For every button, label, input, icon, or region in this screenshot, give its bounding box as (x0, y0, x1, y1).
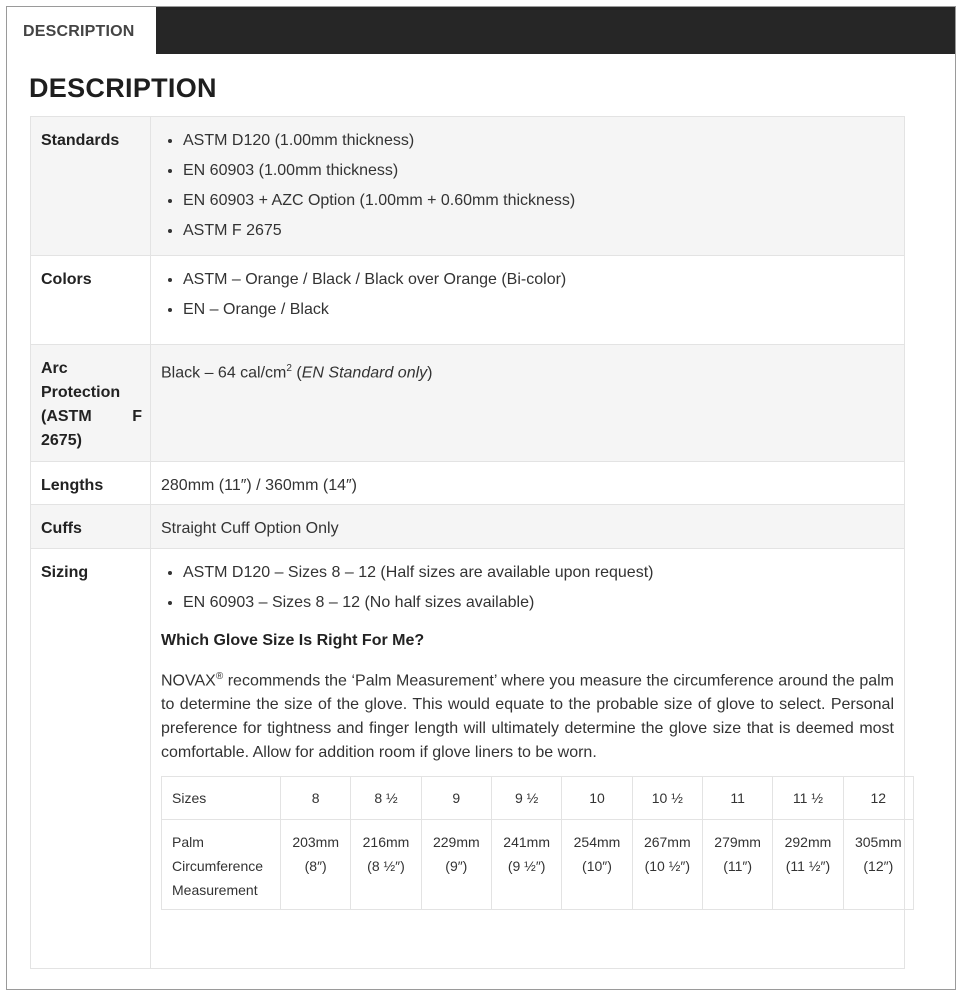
list-item: • ASTM – Orange / Black / Black over Orange (Bi-color) (183, 265, 894, 295)
size-cell: 11 (702, 777, 772, 820)
list-item: • EN 60903 (1.00mm thickness) (183, 156, 894, 186)
row-value-cuffs: Straight Cuff Option Only (151, 505, 905, 549)
arc-note: EN Standard only (301, 364, 428, 382)
spec-table (30, 116, 905, 969)
size-cell: 12 (843, 777, 913, 820)
palm-mm: 203mm (292, 834, 339, 851)
size-cell: 9 (421, 777, 491, 820)
size-chart-row-sizes (162, 777, 914, 820)
size-chart-row-palm (162, 820, 914, 910)
palm-mm: 229mm (432, 834, 480, 851)
palm-cell (632, 820, 702, 910)
tab-description[interactable]: DESCRIPTION (7, 7, 156, 54)
palm-cell (351, 820, 421, 910)
list-item: • EN 60903 – Sizes 8 – 12 (No half sizes available) (183, 588, 894, 618)
size-cell: 10 (562, 777, 632, 820)
palm-inches: (11 ½″) (785, 858, 831, 875)
palm-inches: (9″) (445, 858, 468, 875)
palm-cell (843, 820, 913, 910)
row-arc-protection (31, 345, 905, 462)
row-label-cuffs: Cuffs (31, 505, 151, 549)
palm-cell (281, 820, 351, 910)
standards-list (161, 126, 894, 246)
size-chart-row-label: Palm Circumference Measurement (162, 820, 281, 910)
colors-list (161, 265, 894, 325)
row-standards (31, 117, 905, 256)
row-lengths (31, 462, 905, 505)
list-item: • ASTM D120 – Sizes 8 – 12 (Half sizes are available upon request) (183, 558, 894, 588)
row-label-sizing: Sizing (31, 549, 151, 969)
size-cell: 8 (281, 777, 351, 820)
palm-inches: (11″) (723, 858, 753, 875)
size-guide-text: recommends the ‘Palm Measurement’ where you measure the circumference around the palm to determine the size of the glove. This would equate to the probable size of glove to select. Personal preference for tightness and finger length will ultimately determine the glove size that is deemed most comfortable. Allow for addition room if glove liners to be worn. (161, 672, 894, 762)
page-title: DESCRIPTION (29, 73, 217, 103)
size-chart-row-label: Sizes (162, 777, 281, 820)
row-label-arc-protection: Arc Protection (ASTM F 2675) (31, 345, 151, 462)
row-value-colors (151, 256, 905, 345)
palm-mm: 305mm (854, 834, 902, 851)
size-guide-heading: Which Glove Size Is Right For Me? (161, 632, 425, 649)
palm-inches: (12″) (863, 858, 894, 875)
row-sizing (31, 549, 905, 969)
palm-inches: (10″) (582, 858, 612, 875)
size-cell: 8 ½ (351, 777, 421, 820)
description-panel (6, 6, 956, 990)
palm-cell (421, 820, 491, 910)
row-colors (31, 256, 905, 345)
row-value-lengths: 280mm (11″) / 360mm (14″) (151, 462, 905, 505)
palm-cell (773, 820, 843, 910)
palm-mm: 241mm (503, 834, 550, 851)
arc-value: Black – 64 cal/cm (161, 364, 287, 382)
palm-mm: 279mm (714, 834, 761, 851)
arc-exponent: 2 (286, 363, 292, 374)
palm-inches: (8 ½″) (367, 858, 405, 875)
size-chart-table (161, 776, 914, 910)
registered-mark: ® (215, 671, 224, 682)
list-item: • ASTM D120 (1.00mm thickness) (183, 126, 894, 156)
palm-cell (702, 820, 772, 910)
tab-bar (7, 7, 955, 54)
palm-mm: 267mm (643, 834, 691, 851)
brand-name: NOVAX (161, 672, 216, 690)
palm-mm: 216mm (362, 834, 410, 851)
palm-inches: (8″) (304, 858, 327, 875)
size-cell: 9 ½ (491, 777, 561, 820)
list-item: • ASTM F 2675 (183, 216, 894, 246)
list-item: • EN – Orange / Black (183, 295, 894, 325)
size-cell: 11 ½ (773, 777, 843, 820)
row-label-colors: Colors (31, 256, 151, 345)
sizing-list (161, 558, 894, 618)
row-value-arc-protection: Black – 64 cal/$cm^2$ (EN Standard only) (151, 345, 905, 462)
palm-inches: (10 ½″) (644, 858, 691, 875)
list-item: • EN 60903 + AZC Option (1.00mm + 0.60mm thickness) (183, 186, 894, 216)
palm-cell (491, 820, 561, 910)
row-value-sizing (151, 549, 905, 969)
size-cell: 10 ½ (632, 777, 702, 820)
row-label-standards: Standards (31, 117, 151, 256)
palm-inches: (9 ½″) (507, 858, 546, 875)
palm-mm: 254mm (573, 834, 621, 851)
palm-cell (562, 820, 632, 910)
palm-mm: 292mm (784, 834, 832, 851)
row-cuffs (31, 505, 905, 549)
row-label-lengths: Lengths (31, 462, 151, 505)
size-guide-paragraph (161, 665, 894, 765)
row-value-standards (151, 117, 905, 256)
